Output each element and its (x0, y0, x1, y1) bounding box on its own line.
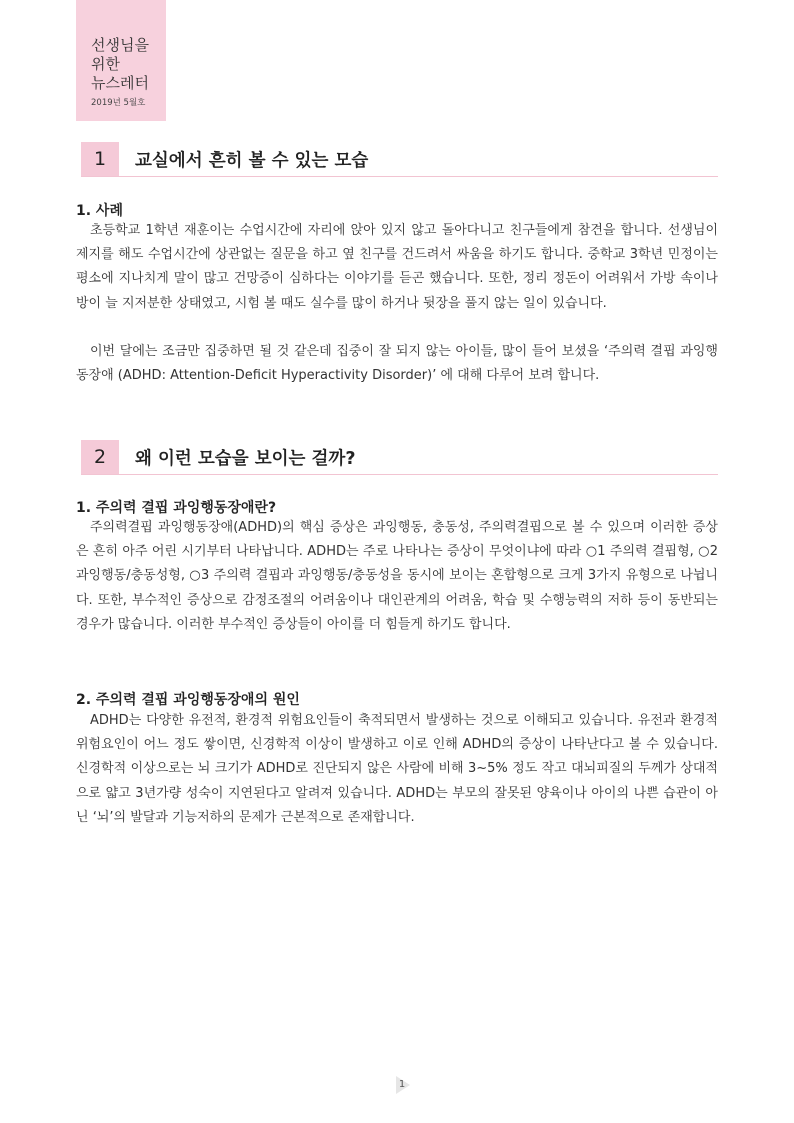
section-2-header (81, 440, 718, 475)
brand-line-1: 선생님을 (91, 36, 149, 54)
section-1-title: 교실에서 흔히 볼 수 있는 모습 (135, 150, 369, 171)
section-1-subheading-1: 1. 사례 (76, 203, 123, 219)
brand-line-3: 뉴스레터 (91, 74, 149, 92)
newsletter-brand-box (76, 0, 166, 121)
section-2-paragraph-1: 주의력결핍 과잉행동장애(ADHD)의 핵심 증상은 과잉행동, 충동성, 주의력결핍으로 볼 수 있으며 이러한 증상은 흔히 아주 어린 시기부터 나타납니다. ADHD는 주로 나타나는 증상이 무엇이냐에 따라 ○1 주의력 결핍형, ○2 과잉행동/충동성형, ○3 주의력 결핍과 과잉행동/충동성을 동시에 보이는 혼합형으로 크게 3가지 유형으로 나뉩니다. 또한, 부수적인 증상으로 감정조절의 어려움이나 대인관계의 어려움, 학습 및 수행능력의 저하 등이 동반되는 경우가 많습니다. 이러한 부수적인 증상들이 아이를 더 힘들게 하기도 합니다. (76, 520, 718, 632)
section-1-paragraph-2: 이번 달에는 조금만 집중하면 될 것 같은데 집중이 잘 되지 않는 아이들, 많이 들어 보셨을 ‘주의력 결핍 과잉행동장애 (ADHD: Attention-Deficit Hyperactivity Disorder)’ 에 대해 다루어 보려 합니다. (76, 344, 718, 384)
section-1-header (81, 142, 718, 177)
brand-line-2: 위한 (91, 55, 120, 73)
brand-issue-date: 2019년 5월호 (91, 98, 146, 108)
section-2-title: 왜 이런 모습을 보이는 걸까? (135, 448, 356, 469)
section-1-number: 1 (81, 142, 119, 176)
section-2-paragraph-2: ADHD는 다양한 유전적, 환경적 위험요인들이 축적되면서 발생하는 것으로 이해되고 있습니다. 유전과 환경적 위험요인이 어느 정도 쌓이면, 신경학적 이상이 발생하고 이로 인해 ADHD의 증상이 나타난다고 볼 수 있습니다. 신경학적 이상으로는 뇌 크기가 ADHD로 진단되지 않은 사람에 비해 3~5% 정도 작고 대뇌피질의 두께가 상대적으로 얇고 3년가량 성숙이 지연된다고 알려져 있습니다. ADHD는 부모의 잘못된 양육이나 아이의 나쁜 습관이 아닌 ‘뇌’의 발달과 기능저하의 문제가 근본적으로 존재합니다. (76, 713, 718, 825)
section-2-subheading-2: 2. 주의력 결핍 과잉행동장애의 원인 (76, 692, 300, 708)
page-number-text: 1 (398, 1078, 406, 1090)
section-1-paragraph-1: 초등학교 1학년 재훈이는 수업시간에 자리에 앉아 있지 않고 돌아다니고 친구들에게 참견을 합니다. 선생님이 제지를 해도 수업시간에 상관없는 질문을 하고 옆 친구를 건드려서 싸움을 하기도 합니다. 중학교 3학년 민정이는 평소에 지나치게 말이 많고 건망증이 심하다는 이야기를 듣곤 했습니다. 또한, 정리 정돈이 어려워서 가방 속이나 방이 늘 지저분한 상태였고, 시험 볼 때도 실수를 많이 하거나 뒷장을 풀지 않는 일이 있습니다. (76, 223, 718, 311)
section-2-subheading-1: 1. 주의력 결핍 과잉행동장애란? (76, 500, 277, 516)
page-number (392, 1074, 412, 1094)
section-2-number: 2 (81, 440, 119, 474)
